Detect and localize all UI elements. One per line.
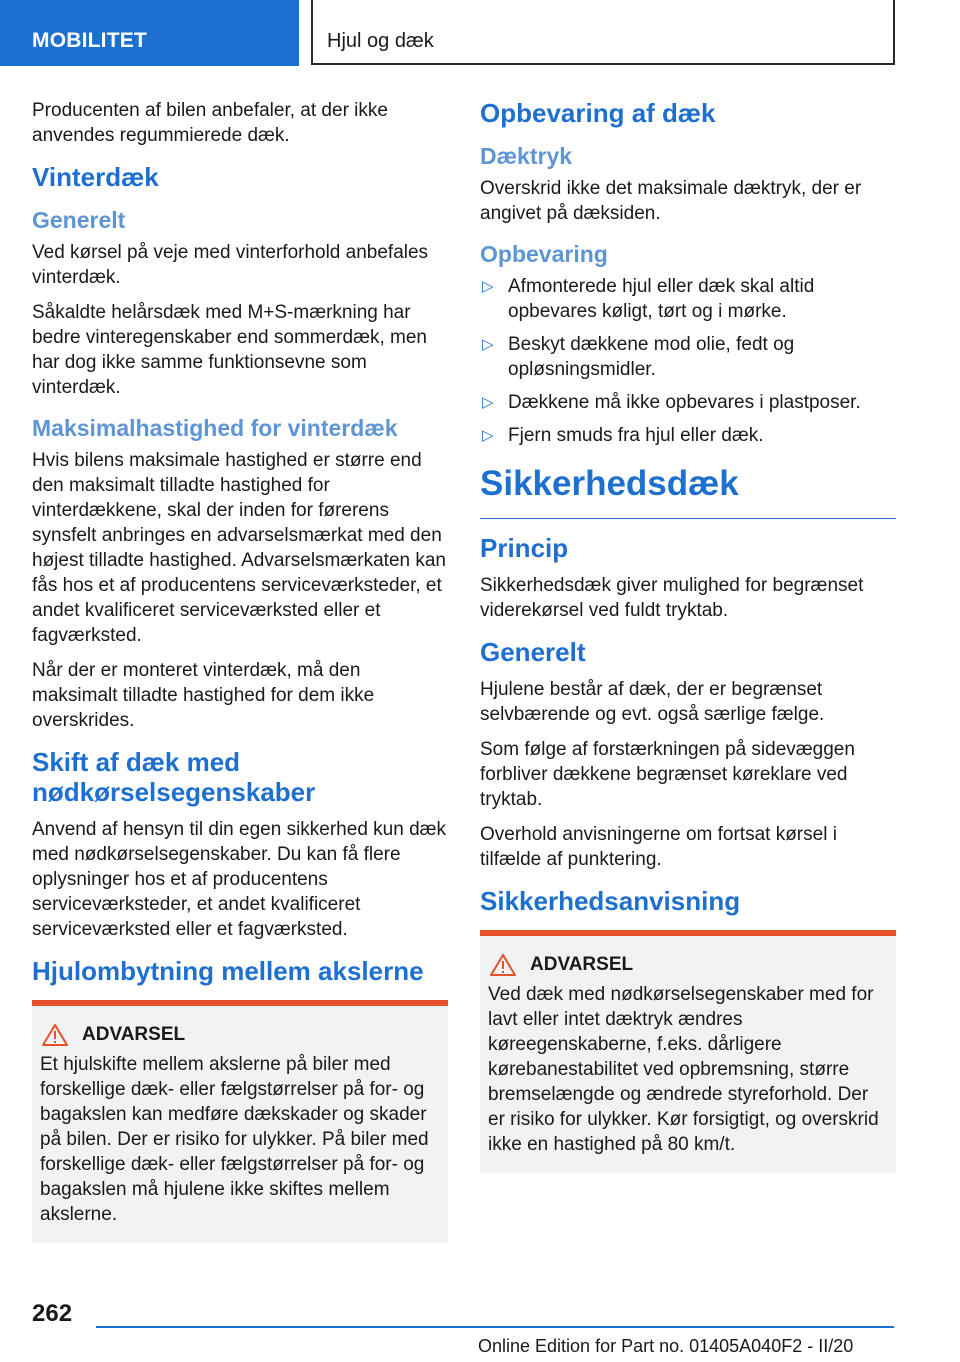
page-number: 262 (32, 1300, 73, 1327)
chapter-title: Hjul og dæk (311, 0, 895, 65)
right-column (480, 98, 896, 1173)
section-tab: MOBILITET (0, 0, 299, 66)
heading-opbevaring: Opbevaring (480, 241, 608, 267)
warning-label: ADVARSEL (530, 954, 634, 975)
warning-box (32, 1000, 448, 1243)
warning-text: Et hjulskifte mellem akslerne på biler med forskellige dæk- eller fælgstørrelser på for- og bagakslen kan medføre dækskader og skader på bilen. Der er risiko for ulykker. På biler med forskellige dæk- eller fælgstørrelser på for- og bagakslen må hjulene ikke skiftes mellem akslerne. (40, 1054, 429, 1225)
left-column (32, 98, 448, 1243)
heading-vinterdaek: Vinterdæk (32, 162, 159, 192)
paragraph: Sikkerhedsdæk giver mulighed for begrænset viderekørsel ved fuldt tryktab. (480, 575, 864, 621)
paragraph: Ved kørsel på veje med vinterforhold anbefales vinterdæk. (32, 242, 429, 288)
paragraph: Som følge af forstærkningen på sidevæggen forbliver dækkene begrænset køreklare ved tryktab. (480, 739, 855, 810)
warning-title (40, 1024, 440, 1046)
list-item: ▷ Beskyt dækkene mod olie, fedt og opløsningsmidler. (482, 334, 795, 380)
triangle-bullet-icon: ▷ (482, 336, 494, 353)
heading-sikkerhedsanvisning: Sikkerhedsanvisning (480, 886, 741, 916)
paragraph: Hjulene består af dæk, der er begrænset selvbærende og evt. også særlige fælge. (480, 679, 825, 725)
paragraph: Hvis bilens maksimale hastighed er større end den maksimalt tilladte hastighed for vinterdækkene, skal der inden for førerens synsfelt anbringes en advarselsmærkat med den højest tilladte hastighed. Advarselsmærkaten kan fås hos et af producentens serviceværksteder, et andet kvalificeret serviceværksted eller et fagværksted. (32, 450, 446, 646)
warning-box (480, 930, 896, 1173)
warning-text: Ved dæk med nødkørselsegenskaber med for lavt eller intet dæktryk ændres køreegenskaberne, f.eks. dårligere kørebanestabilitet ved opbremsning, større bremselængde og ændrede styreforhold. Der er risiko for ulykker. Kør forsigtigt, og overskrid ikke en hastighed på 80 km/t. (488, 984, 879, 1155)
heading-opbevaring-af-daek: Opbevaring af dæk (480, 98, 716, 128)
paragraph: Overhold anvisningerne om fortsat kørsel i tilfælde af punktering. (480, 824, 837, 870)
intro-paragraph: Producenten af bilen anbefaler, at der ikke anvendes regummierede dæk. (32, 100, 388, 146)
heading-princip: Princip (480, 533, 569, 563)
warning-title (488, 954, 888, 976)
heading-skift-af-daek: Skift af dæk med nødkørselsegenskaber (32, 747, 316, 807)
heading-hjulombytning: Hjulombytning mellem akslerne (32, 956, 424, 986)
list-item: ▷ Dækkene må ikke opbevares i plastposer. (482, 392, 861, 413)
footer-divider (96, 1326, 894, 1328)
list-item: ▷ Fjern smuds fra hjul eller dæk. (482, 425, 764, 446)
paragraph: Når der er monteret vinterdæk, må den maksimalt tilladte hastighed for dem ikke overskrides. (32, 660, 375, 731)
warning-label: ADVARSEL (82, 1024, 186, 1045)
warning-triangle-icon (490, 954, 516, 976)
heading-generelt: Generelt (480, 637, 586, 667)
heading-sikkerhedsdaek: Sikkerhedsdæk (480, 456, 896, 519)
heading-maksimalhastighed: Maksimalhastighed for vinterdæk (32, 415, 398, 441)
triangle-bullet-icon: ▷ (482, 278, 494, 295)
triangle-bullet-icon: ▷ (482, 427, 494, 444)
list-item: ▷ Afmonterede hjul eller dæk skal altid opbevares køligt, tørt og i mørke. (482, 276, 815, 322)
paragraph: Såkaldte helårsdæk med M+S-mærkning har bedre vinteregenskaber end sommerdæk, men har dog ikke samme funktionsevne som vinterdæk. (32, 302, 427, 398)
paragraph: Overskrid ikke det maksimale dæktryk, der er angivet på dæksiden. (480, 178, 862, 224)
heading-generelt: Generelt (32, 207, 126, 233)
triangle-bullet-icon: ▷ (482, 394, 494, 411)
heading-daektryk: Dæktryk (480, 143, 573, 169)
paragraph: Anvend af hensyn til din egen sikkerhed kun dæk med nødkørselsegenskaber. Du kan få flere oplysninger hos et af producentens serviceværksteder, et andet kvalificeret serviceværksted eller et fagværksted. (32, 819, 447, 940)
storage-list (480, 274, 896, 448)
edition-note: Online Edition for Part no. 01405A040F2 - II/20 (478, 1336, 854, 1356)
warning-triangle-icon (42, 1024, 68, 1046)
